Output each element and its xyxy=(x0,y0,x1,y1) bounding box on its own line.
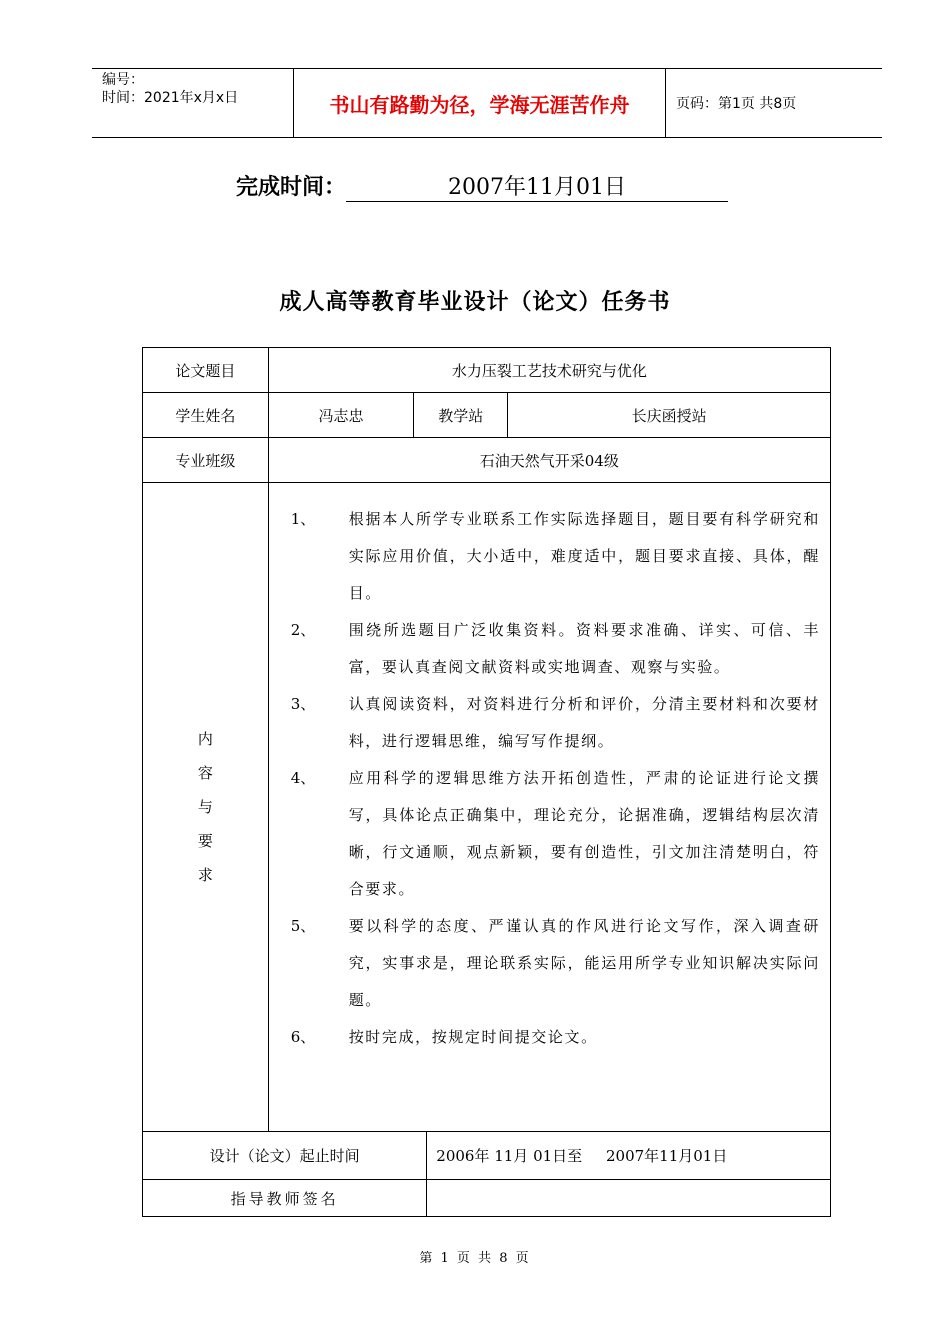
number-label: 编号： xyxy=(102,72,144,88)
topic-value: 水力压裂工艺技术研究与优化 xyxy=(268,348,830,393)
list-item: 6、 按时完成，按规定时间提交论文。 xyxy=(290,1028,598,1046)
topic-label: 论文题目 xyxy=(143,348,269,393)
list-item: 5、 要以科学的态度、严谨认真的作风进行论文写作，深入调查研究，实事求是，理论联系实际，能运用所学专业知识解决实际问题。 xyxy=(290,917,820,1009)
completion-value: 2007年11月01日 xyxy=(346,170,728,202)
table-row xyxy=(143,393,831,438)
header-meta xyxy=(102,71,238,107)
student-label: 学生姓名 xyxy=(143,393,269,438)
motto: 书山有路勤为径，学海无涯苦作舟 xyxy=(329,92,630,117)
period-value: 2006年 11月 01日至 2007年11月01日 xyxy=(427,1132,831,1180)
document-title: 成人高等教育毕业设计（论文）任务书 xyxy=(279,290,671,315)
page-label: 页码：第1页 共8页 xyxy=(676,96,797,112)
table-row xyxy=(143,1180,831,1217)
requirements-label: 内 容 与 要 求 xyxy=(143,483,269,1132)
header-divider xyxy=(665,69,666,137)
table-row xyxy=(143,1132,831,1180)
student-value: 冯志忠 xyxy=(268,393,414,438)
station-value: 长庆函授站 xyxy=(508,393,831,438)
signature-label: 指导教师签名 xyxy=(143,1180,427,1217)
period-label: 设计（论文）起止时间 xyxy=(143,1132,427,1180)
major-label: 专业班级 xyxy=(143,438,269,483)
table-row xyxy=(143,348,831,393)
list-item: 3、 认真阅读资料，对资料进行分析和评价，分清主要材料和次要材料，进行逻辑思维，编写写作提纲。 xyxy=(290,695,820,750)
page-footer: 第 1 页 共 8 页 xyxy=(419,1251,531,1266)
list-item: 1、 根据本人所学专业联系工作实际选择题目，题目要有科学研究和实际应用价值，大小适中，难度适中，题目要求直接、具体，醒目。 xyxy=(290,510,820,602)
completion-line xyxy=(236,170,728,202)
list-item: 4、 应用科学的逻辑思维方法开拓创造性，严肃的论证进行论文撰写，具体论点正确集中，理论充分，论据准确，逻辑结构层次清晰，行文通顺，观点新颖，要有创造性，引文加注清楚明白，符合要求。 xyxy=(290,769,820,898)
page-header xyxy=(92,68,882,138)
time-label: 时间：2021年x月x日 xyxy=(102,90,239,106)
completion-label: 完成时间： xyxy=(236,175,347,200)
table-row xyxy=(143,483,831,1132)
signature-value xyxy=(427,1180,831,1217)
station-label: 教学站 xyxy=(414,393,508,438)
requirements-content xyxy=(268,483,830,1132)
list-item: 2、 围绕所选题目广泛收集资料。资料要求准确、详实、可信、丰富，要认真查阅文献资料或实地调查、观察与实验。 xyxy=(290,621,820,676)
major-value: 石油天然气开采04级 xyxy=(268,438,830,483)
table-row xyxy=(143,438,831,483)
task-form-table xyxy=(142,347,831,1217)
